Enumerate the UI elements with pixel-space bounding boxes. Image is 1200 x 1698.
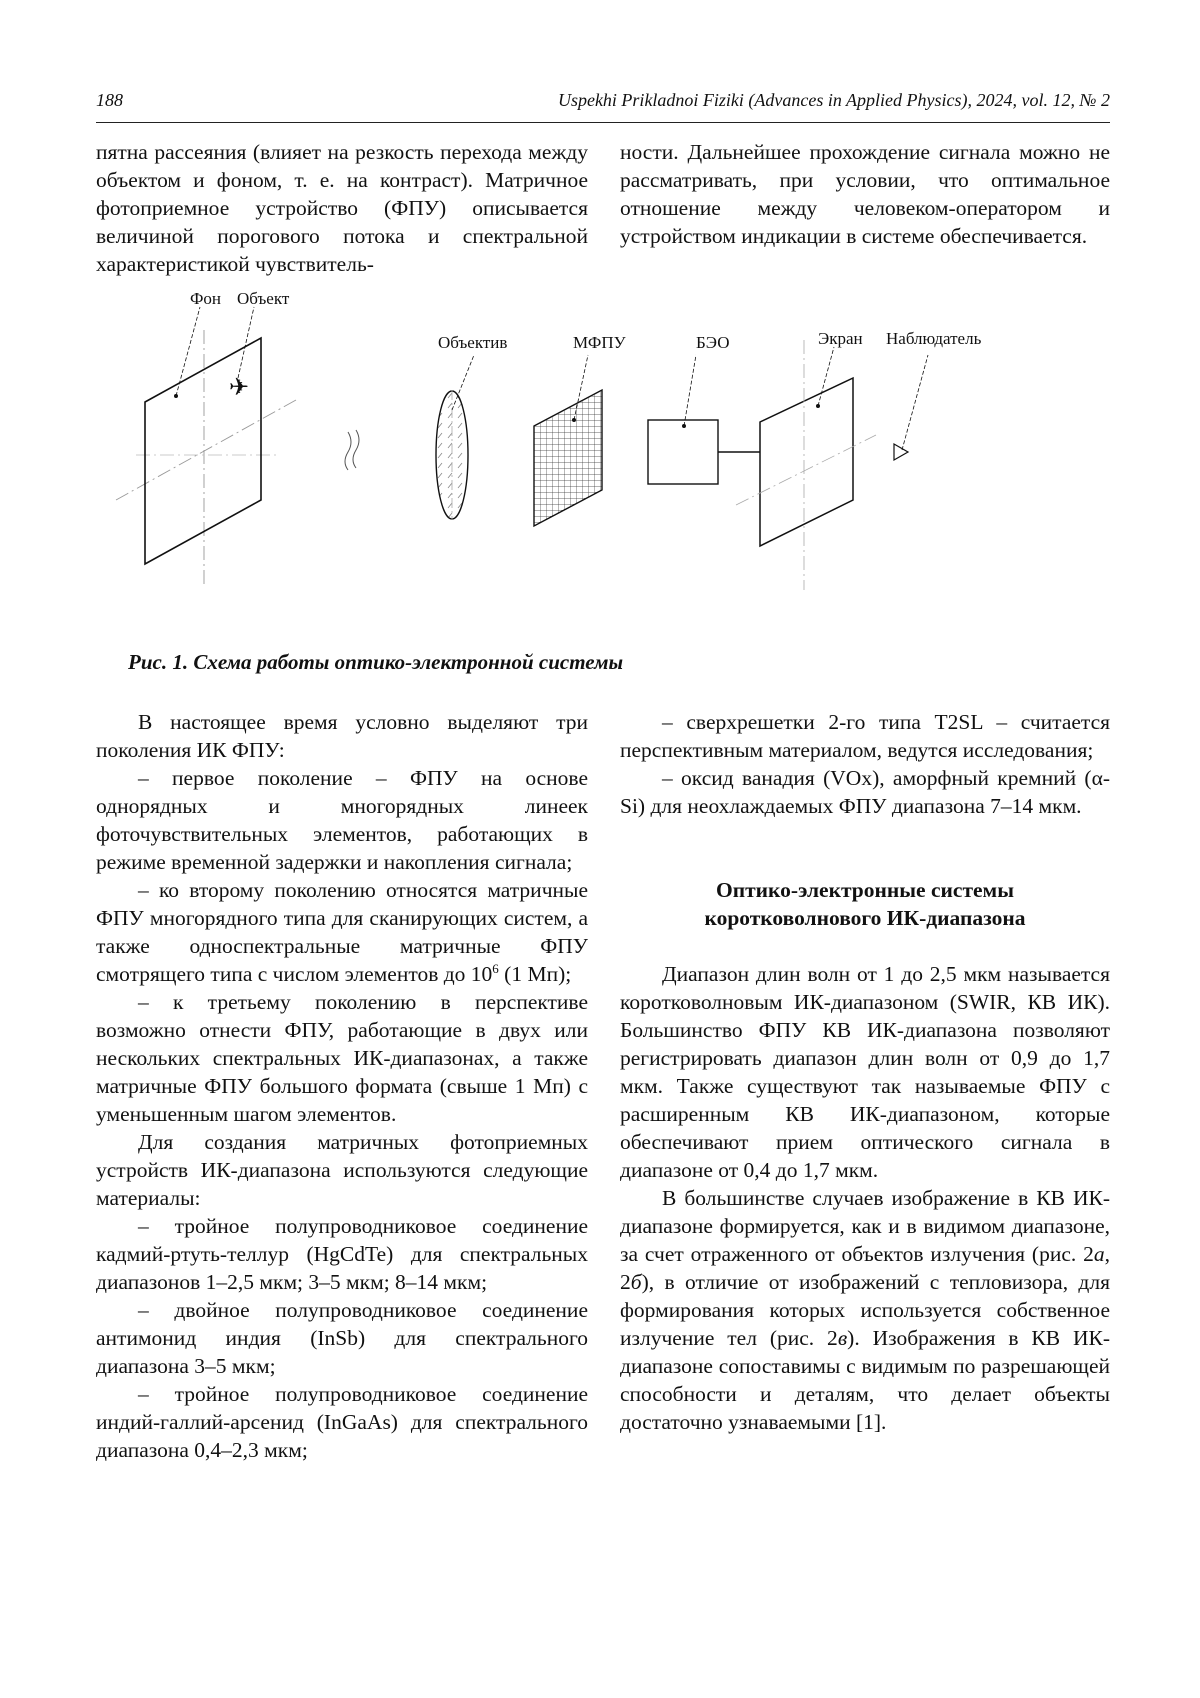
page-header [96,90,1110,114]
optical-axis [116,400,296,500]
list-item: – к третьему поколению в перспективе возможно отнести ФПУ, работающие в двух или нескольких спектральных ИК-диапазонах, а также матричные ФПУ большого формата (свыше 1 Мп) с уменьшенным шагом элементов. [96,990,588,1126]
list-item: – двойное полупроводниковое соединение антимонид индия (InSb) для спектрального диапазона 3–5 мкм; [96,1298,588,1378]
paragraph: В настоящее время условно выделяют три поколения ИК ФПУ: [96,710,588,762]
list-item: – первое поколение – ФПУ на основе однорядных и многорядных линеек фоточувствительных элементов, работающих в режиме временной задержки и накопления сигнала; [96,766,588,874]
label-observer: Наблюдатель [886,329,982,348]
label-object: Объект [237,289,290,308]
leader-observer [902,355,928,450]
paragraph: пятна рассеяния (влияет на резкость перехода между объектом и фоном, т. е. на контраст). Матричное фотоприемное устройство (ФПУ) описывается величиной порогового потока и спектральной характеристикой чувствитель- [96,140,588,276]
optical-system-diagram [96,289,1110,630]
figure-optical-system [96,289,1110,630]
top-left-column [96,138,588,278]
airplane-icon: ✈ [229,373,250,401]
list-item: – ко второму поколению относятся матричные ФПУ многорядного типа для сканирующих систем, а также односпектральные матричные ФПУ смотрящего типа с числом элементов до $10^6$ (1 Мп); [96,878,588,986]
leader-electronics [684,355,696,426]
electronics-block [648,420,718,484]
display-screen [760,378,853,546]
paragraph: В большинстве случаев изображение в КВ ИК-диапазоне формируется, как и в видимом диапазоне, за счет отраженного от объектов излучения (рис. 2а, 2б), в отличие от изображений с тепловизора, для формирования которых используется собственное излучение тел (рис. 2в). Изображения в КВ ИК-диапазоне сопоставимы с видимым по разрешающей способности и деталям, что делает объекты достаточно узнаваемыми [1]. [620,1186,1110,1434]
fpa-matrix [534,390,602,526]
label-fpa: МФПУ [573,333,626,352]
break-mark [345,432,351,470]
label-screen: Экран [818,329,863,348]
paragraph: ности. Дальнейшее прохождение сигнала можно не рассматривать, при условии, что оптимальное отношение между человеком-оператором и устройством индикации в системе обеспечивается. [620,140,1110,248]
scene-plane [145,338,261,564]
journal-title: Uspekhi Prikladnoi Fiziki (Advances in Applied Physics), 2024, vol. 12, № 2 [557,90,1110,110]
list-item: – оксид ванадия (VOx), аморфный кремний (α-Si) для неохлаждаемых ФПУ диапазона 7–14 мкм. [620,766,1110,818]
label-lens: Объектив [438,333,508,352]
leader-screen [818,347,834,406]
label-background: Фон [190,289,222,308]
left-column [96,708,588,1464]
header-rule [96,122,1110,123]
paragraph: Для создания матричных фотоприемных устройств ИК-диапазона используются следующие материалы: [96,1130,588,1210]
list-item: – сверхрешетки 2-го типа T2SL – считается перспективным материалом, ведутся исследования; [620,710,1110,762]
list-item: – тройное полупроводниковое соединение кадмий-ртуть-теллур (HgCdTe) для спектральных диапазонов 1–2,5 мкм; 3–5 мкм; 8–14 мкм; [96,1214,588,1294]
page-number: 188 [96,90,123,110]
figure-caption: Рис. 1. Схема работы оптико-электронной системы [128,650,624,674]
right-column [620,708,1110,1436]
list-item: – тройное полупроводниковое соединение индий-галлий-арсенид (InGaAs) для спектрального диапазона 0,4–2,3 мкм; [96,1382,588,1462]
observer-eye-icon [894,444,908,460]
label-electronics: БЭО [696,333,730,352]
leader-background [176,307,200,396]
section-title: Оптико-электронные системы коротковолнового ИК-диапазона [704,878,1026,930]
break-mark [353,430,359,468]
paragraph: Диапазон длин волн от 1 до 2,5 мкм называется коротковолновым ИК-диапазоном (SWIR, КВ ИК). Большинство ФПУ КВ ИК-диапазона позволяют регистрировать диапазон длин волн от 0,9 до 1,7 мкм. Также существуют так называемые ФПУ с расширенным КВ ИК-диапазоном, которые обеспечивают прием оптического сигнала в диапазоне от 0,4 до 1,7 мкм. [620,962,1110,1182]
leader-lens [452,355,474,410]
top-right-column [620,138,1110,250]
